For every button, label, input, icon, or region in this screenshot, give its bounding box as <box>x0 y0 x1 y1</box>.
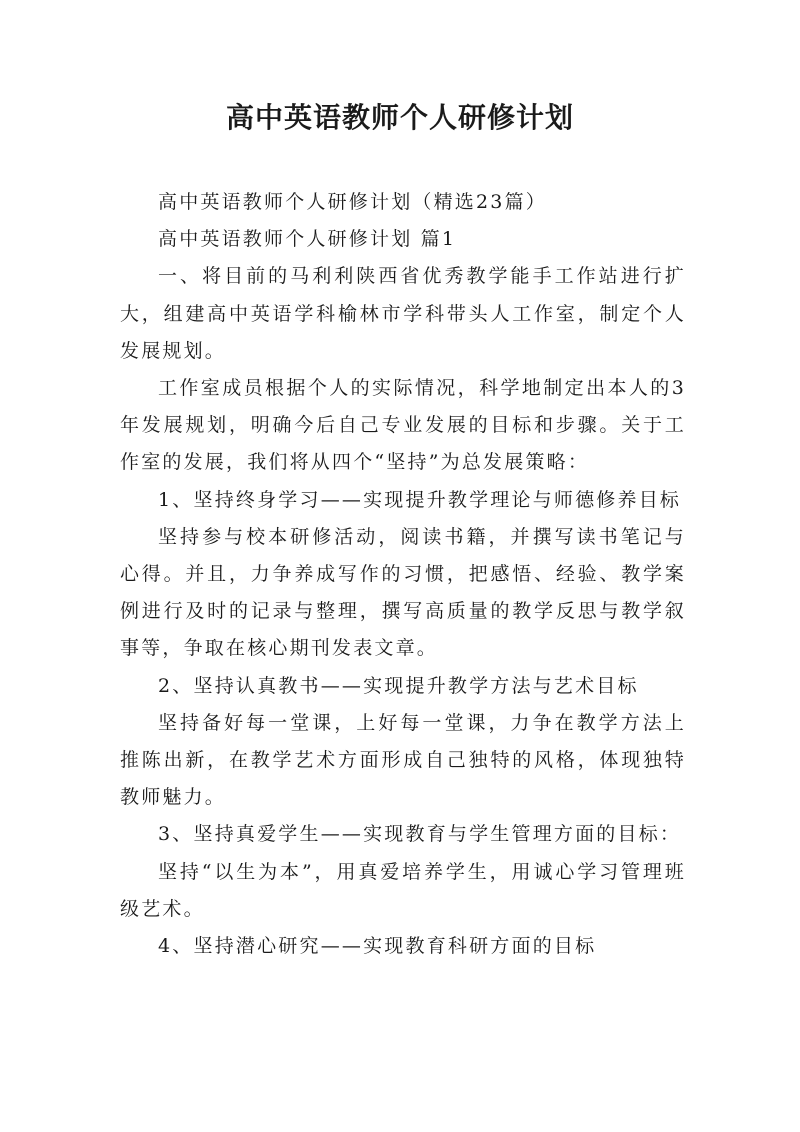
paragraph-point-heading: 1、坚持终身学习——实现提升教学理论与师德修养目标 <box>158 488 682 511</box>
paragraph-point-heading: 2、坚持认真教书——实现提升教学方法与艺术目标 <box>158 674 639 697</box>
document-body <box>120 184 686 965</box>
paragraph-point-heading: 4、坚持潜心研究——实现教育科研方面的目标 <box>158 935 597 958</box>
paragraph-section-heading: 高中英语教师个人研修计划 篇1 <box>158 228 457 251</box>
paragraph: 坚持“以生为本”，用真爱培养学生，用诚心学习管理班级艺术。 <box>120 860 686 920</box>
paragraph: 坚持备好每一堂课，上好每一堂课，力争在教学方法上推陈出新，在教学艺术方面形成自己独特的风格，体现独特教师魅力。 <box>120 711 686 809</box>
document-title: 高中英语教师个人研修计划 <box>225 101 574 134</box>
paragraph: 坚持参与校本研修活动，阅读书籍，并撰写读书笔记与心得。并且，力争养成写作的习惯，把感悟、经验、教学案例进行及时的记录与整理，撰写高质量的教学反思与教学叙事等，争取在核心期刊发表文章。 <box>120 525 686 660</box>
paragraph: 一、将目前的马利利陕西省优秀教学能手工作站进行扩大，组建高中英语学科榆林市学科带头人工作室，制定个人发展规划。 <box>120 265 686 362</box>
paragraph: 工作室成员根据个人的实际情况，科学地制定出本人的3年发展规划，明确今后自己专业发展的目标和步骤。关于工作室的发展，我们将从四个“坚持”为总发展策略： <box>120 377 686 474</box>
paragraph-subtitle: 高中英语教师个人研修计划（精选23篇） <box>158 191 547 213</box>
paragraph-point-heading: 3、坚持真爱学生——实现教育与学生管理方面的目标： <box>158 823 682 846</box>
